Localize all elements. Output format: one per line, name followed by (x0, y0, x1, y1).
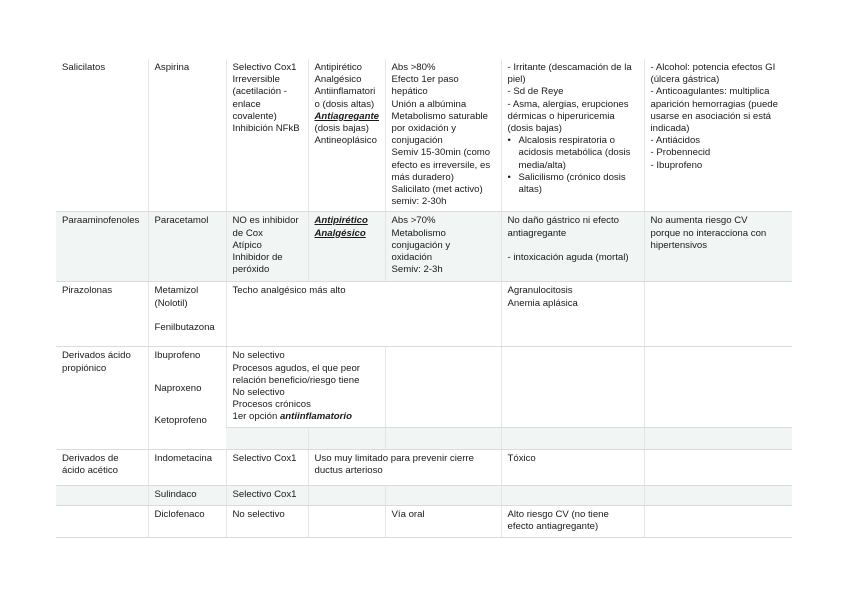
group-cell (56, 347, 148, 449)
nsaid-table (56, 59, 792, 538)
text-line: de Cox (232, 227, 263, 239)
text-line: Agranulocitosis (507, 285, 573, 297)
text-line: - Asma, alergias, erupciones (507, 98, 629, 110)
text-line: - Alcohol: potencia efectos GI (650, 62, 776, 73)
empty-cell (385, 427, 501, 449)
text-line: Selectivo Cox1 (232, 452, 297, 464)
text-line: Selectivo Cox1 (232, 62, 297, 73)
table-row-salicilatos (56, 59, 792, 212)
text-line: (acetilación - (232, 86, 287, 98)
text-line: Irreversible (232, 74, 280, 86)
adverse-effects-cell (501, 59, 644, 212)
text-line: Unión a albúmina (391, 98, 467, 110)
drug-label: Ibuprofeno (154, 350, 201, 362)
text-line: indicada) (650, 123, 690, 135)
pharmacokinetics-cell (385, 347, 501, 427)
drug-cell (148, 212, 226, 282)
drug-label: Indometacina (154, 452, 213, 464)
group-label: Derivados ácido (62, 350, 131, 362)
group-label: Pirazolonas (62, 285, 113, 297)
spacer (155, 363, 221, 383)
text-line: Procesos agudos, el que peor (232, 362, 360, 374)
text-line: Semiv 15-30min (como (391, 147, 491, 159)
text-line: Abs >80% (391, 62, 436, 73)
drug-label: Sulindaco (154, 488, 197, 500)
text-line: efecto es irreversile, es (391, 159, 491, 171)
adverse-effects-cell (501, 449, 644, 485)
emphasis-text: Antiagregante (314, 110, 380, 122)
text-line: Atípico (232, 239, 262, 251)
adverse-effects-cell (501, 505, 644, 537)
text-fragment: 1er opción (232, 411, 280, 423)
effects-cell (308, 505, 385, 537)
adverse-effects-cell (501, 485, 644, 505)
text-line: Abs >70% (391, 215, 436, 227)
group-label: ácido acético (62, 464, 118, 476)
table-row-pirazolonas (56, 282, 792, 347)
interactions-cell (644, 347, 792, 427)
adverse-effects-cell (501, 347, 644, 427)
interactions-cell (644, 212, 792, 282)
text-line: más duradero) (391, 171, 454, 183)
group-cell (56, 282, 148, 347)
effects-cell (308, 449, 501, 485)
empty-cell (226, 427, 308, 449)
text-line: No selectivo (232, 508, 285, 520)
interactions-cell (644, 449, 792, 485)
spacer (508, 240, 639, 252)
drug-label: Fenilbutazona (154, 321, 215, 333)
text-line: - Anticoagulantes: multiplica (650, 86, 770, 98)
group-cell (56, 212, 148, 282)
text-line: Metabolismo saturable (391, 110, 489, 122)
spacer (155, 395, 221, 415)
text-line: No aumenta riesgo CV (650, 215, 748, 227)
mechanism-cell (226, 449, 308, 485)
table-row-sulindaco (56, 485, 792, 505)
empty-cell (501, 427, 644, 449)
text-line: NO es inhibidor (232, 215, 299, 227)
table-row-indometacina (56, 449, 792, 485)
text-line: Antiinflamatori (314, 86, 376, 98)
text-line: usarse en asociación si está (650, 110, 772, 122)
group-cell (56, 485, 148, 505)
text-line (233, 411, 380, 423)
interactions-cell (644, 505, 792, 537)
mechanism-cell (226, 59, 308, 212)
emphasis-text: antiinflamatorio (279, 411, 352, 423)
drug-label: Ketoprofeno (154, 414, 207, 426)
text-line: - Irritante (descamación de la (507, 62, 632, 73)
empty-cell (308, 427, 385, 449)
text-line: Selectivo Cox1 (232, 488, 297, 500)
text-line: conjugación (391, 135, 443, 147)
drug-cell (148, 485, 226, 505)
drug-cell (148, 449, 226, 485)
pharmacokinetics-cell (385, 212, 501, 282)
text-line: Antineoplásico (314, 135, 377, 147)
text-line: Metabolismo (391, 227, 446, 239)
text-line: Anemia aplásica (507, 297, 578, 309)
group-label: Salicilatos (62, 62, 106, 73)
text-line: hepático (391, 86, 428, 98)
drug-cell (148, 282, 226, 347)
emphasis-text: Antipirético (314, 215, 368, 227)
text-line: - Sd de Reye (507, 86, 564, 98)
effects-cell (308, 59, 385, 212)
drug-label: Naproxeno (154, 382, 202, 394)
text-line: porque no interacciona con (650, 227, 767, 239)
text-line: No daño gástrico ni efecto (507, 215, 619, 227)
text-line: ductus arterioso (314, 464, 383, 476)
mechanism-cell (226, 505, 308, 537)
text-line: por oxidación y (391, 123, 457, 135)
interactions-cell (644, 485, 792, 505)
group-cell (56, 59, 148, 212)
text-line: o (dosis altas) (314, 98, 375, 110)
text-line: Tóxico (507, 452, 536, 464)
bullet-text: Alcalosis respiratoria o acidosis metabólica (dosis media/alta) (518, 135, 631, 171)
spacer (155, 310, 221, 322)
text-line: oxidación (391, 252, 433, 264)
text-line: - Probennecid (650, 147, 711, 159)
effects-cell (308, 212, 385, 282)
text-line: Inhibición NFkB (232, 123, 300, 135)
text-line: Salicilato (met activo) (391, 184, 483, 196)
text-line: piel) (507, 74, 526, 86)
bullet-item (508, 172, 639, 196)
text-line: Efecto 1er paso (391, 74, 459, 86)
effects-cell (308, 485, 385, 505)
text-line: semiv: 2-30h (391, 196, 447, 208)
text-line: Alto riesgo CV (no tiene (507, 508, 609, 520)
text-line: dérmicas o hiperuricemia (507, 110, 615, 122)
group-cell (56, 505, 148, 537)
text-line: - intoxicación aguda (mortal) (507, 251, 629, 263)
drug-label: (Nolotil) (154, 297, 188, 309)
interactions-cell (644, 282, 792, 347)
drug-label: Paracetamol (154, 215, 209, 227)
note-cell (226, 347, 385, 427)
drug-label: Diclofenaco (154, 508, 205, 520)
text-line: Analgésico (314, 74, 362, 86)
text-line: No selectivo (232, 350, 285, 362)
drug-label: Aspirina (154, 62, 190, 73)
table-row-paraaminofenoles (56, 212, 792, 282)
group-label: Paraaminofenoles (62, 215, 140, 227)
text-line: (dosis bajas) (314, 123, 369, 135)
note-cell (226, 282, 501, 347)
group-cell (56, 449, 148, 485)
text-line: Procesos crónicos (232, 399, 311, 411)
text-line: - Antiácidos (650, 135, 701, 147)
mechanism-cell (226, 212, 308, 282)
pharmacokinetics-cell (385, 59, 501, 212)
text-line: hipertensivos (650, 239, 708, 251)
bullet-text: Salicilismo (crónico dosis altas) (518, 171, 626, 196)
table-row-propionico (56, 347, 792, 427)
drug-table-page (56, 59, 792, 538)
text-line: Uso muy limitado para prevenir cierre (314, 452, 474, 464)
text-line: Inhibidor de (232, 252, 283, 264)
text-line: aparición hemorragias (puede (650, 98, 778, 110)
drug-label: Metamizol (154, 285, 199, 297)
text-line: Semiv: 2-3h (391, 264, 443, 276)
drug-cell (148, 505, 226, 537)
text-line: Vía oral (391, 508, 425, 520)
mechanism-cell (226, 485, 308, 505)
text-line: (dosis bajas) (507, 123, 562, 135)
interactions-cell (644, 59, 792, 212)
text-line: conjugación y (391, 239, 451, 251)
emphasis-text: Analgésico (314, 227, 366, 239)
text-line: covalente) (232, 110, 277, 122)
empty-cell (644, 427, 792, 449)
text-line: antiagregante (507, 227, 567, 239)
pharmacokinetics-cell (385, 485, 501, 505)
pharmacokinetics-cell (385, 505, 501, 537)
group-label: propiónico (62, 362, 107, 374)
table-row-diclofenaco (56, 505, 792, 537)
adverse-effects-cell (501, 212, 644, 282)
text-line: Antipirético (314, 62, 362, 73)
text-line: efecto antiagregante) (507, 520, 599, 532)
text-line: peróxido (232, 264, 270, 276)
text-line: No selectivo (232, 387, 285, 399)
drug-cell (148, 59, 226, 212)
adverse-effects-cell (501, 282, 644, 347)
text-line: (úlcera gástrica) (650, 74, 720, 86)
text-line: relación beneficio/riesgo tiene (232, 374, 360, 386)
text-line: Techo analgésico más alto (232, 285, 346, 297)
text-line: enlace (232, 98, 261, 110)
group-label: Derivados de (62, 452, 119, 464)
bullet-item (508, 135, 639, 172)
text-line: - Ibuprofeno (650, 159, 703, 171)
drug-cell (148, 347, 226, 449)
